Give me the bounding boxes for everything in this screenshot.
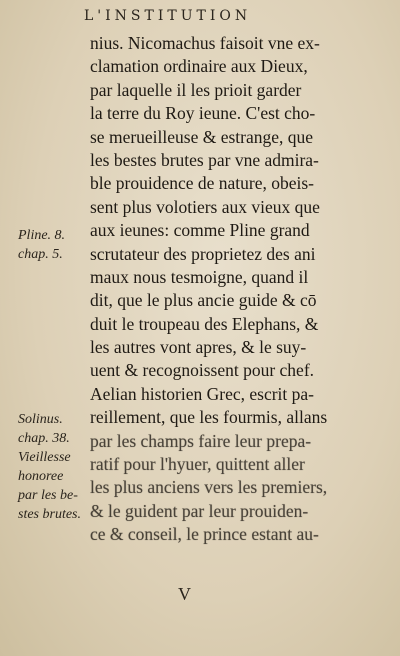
text-line: les bestes brutes par vne admira- — [90, 149, 319, 170]
margin-note-line: par les be- — [18, 488, 78, 503]
text-line: scrutateur des proprietez des ani — [90, 243, 316, 264]
margin-note-line: honoree — [18, 469, 64, 484]
text-line: par les champs faire leur prepa- — [90, 430, 312, 451]
text-line: ratif pour l'hyuer, quittent aller — [90, 454, 305, 475]
text-line: uent & recognoissent pour chef. — [90, 360, 315, 381]
running-header: L'INSTITUTION — [84, 8, 252, 24]
signature-mark: V — [178, 584, 191, 604]
margin-note-line: Solinus. — [18, 412, 63, 427]
text-line: maux nous tesmoigne, quand il — [90, 266, 309, 287]
margin-note-line: stes brutes. — [18, 507, 81, 522]
margin-note-solinus — [18, 410, 81, 524]
margin-note-line: chap. 38. — [18, 431, 70, 446]
text-line: clamation ordinaire aux Dieux, — [90, 56, 308, 77]
text-line: sent plus volotiers aux vieux que — [90, 196, 320, 217]
text-line: les plus anciens vers les premiers, — [90, 477, 328, 498]
text-line: aux ieunes: comme Pline grand — [90, 220, 310, 241]
text-line: se merueilleuse & estrange, que — [90, 126, 314, 147]
text-line: ble prouidence de nature, obeis- — [90, 173, 315, 194]
margin-note-line: Pline. 8. — [18, 228, 66, 243]
margin-note-line: chap. 5. — [18, 247, 63, 262]
margin-note-pliny — [18, 226, 65, 264]
text-line: duit le troupeau des Elephans, & — [90, 313, 319, 334]
text-line: dit, que le plus ancie guide & cō — [90, 290, 317, 311]
text-line: par laquelle il les prioit garder — [90, 79, 302, 100]
body-text — [90, 32, 390, 547]
text-line: & le guident par leur prouiden- — [90, 500, 309, 521]
text-line: Aelian historien Grec, escrit pa- — [90, 383, 315, 404]
margin-note-line: Vieillesse — [18, 450, 71, 465]
text-line: la terre du Roy ieune. C'est cho- — [90, 103, 316, 124]
text-line: reillement, que les fourmis, allans — [90, 407, 328, 428]
text-line: nius. Nicomachus faisoit vne ex- — [90, 33, 320, 53]
text-line: les autres vont apres, & le suy- — [90, 337, 307, 358]
text-line: ce & conseil, le prince estant au- — [90, 524, 319, 545]
